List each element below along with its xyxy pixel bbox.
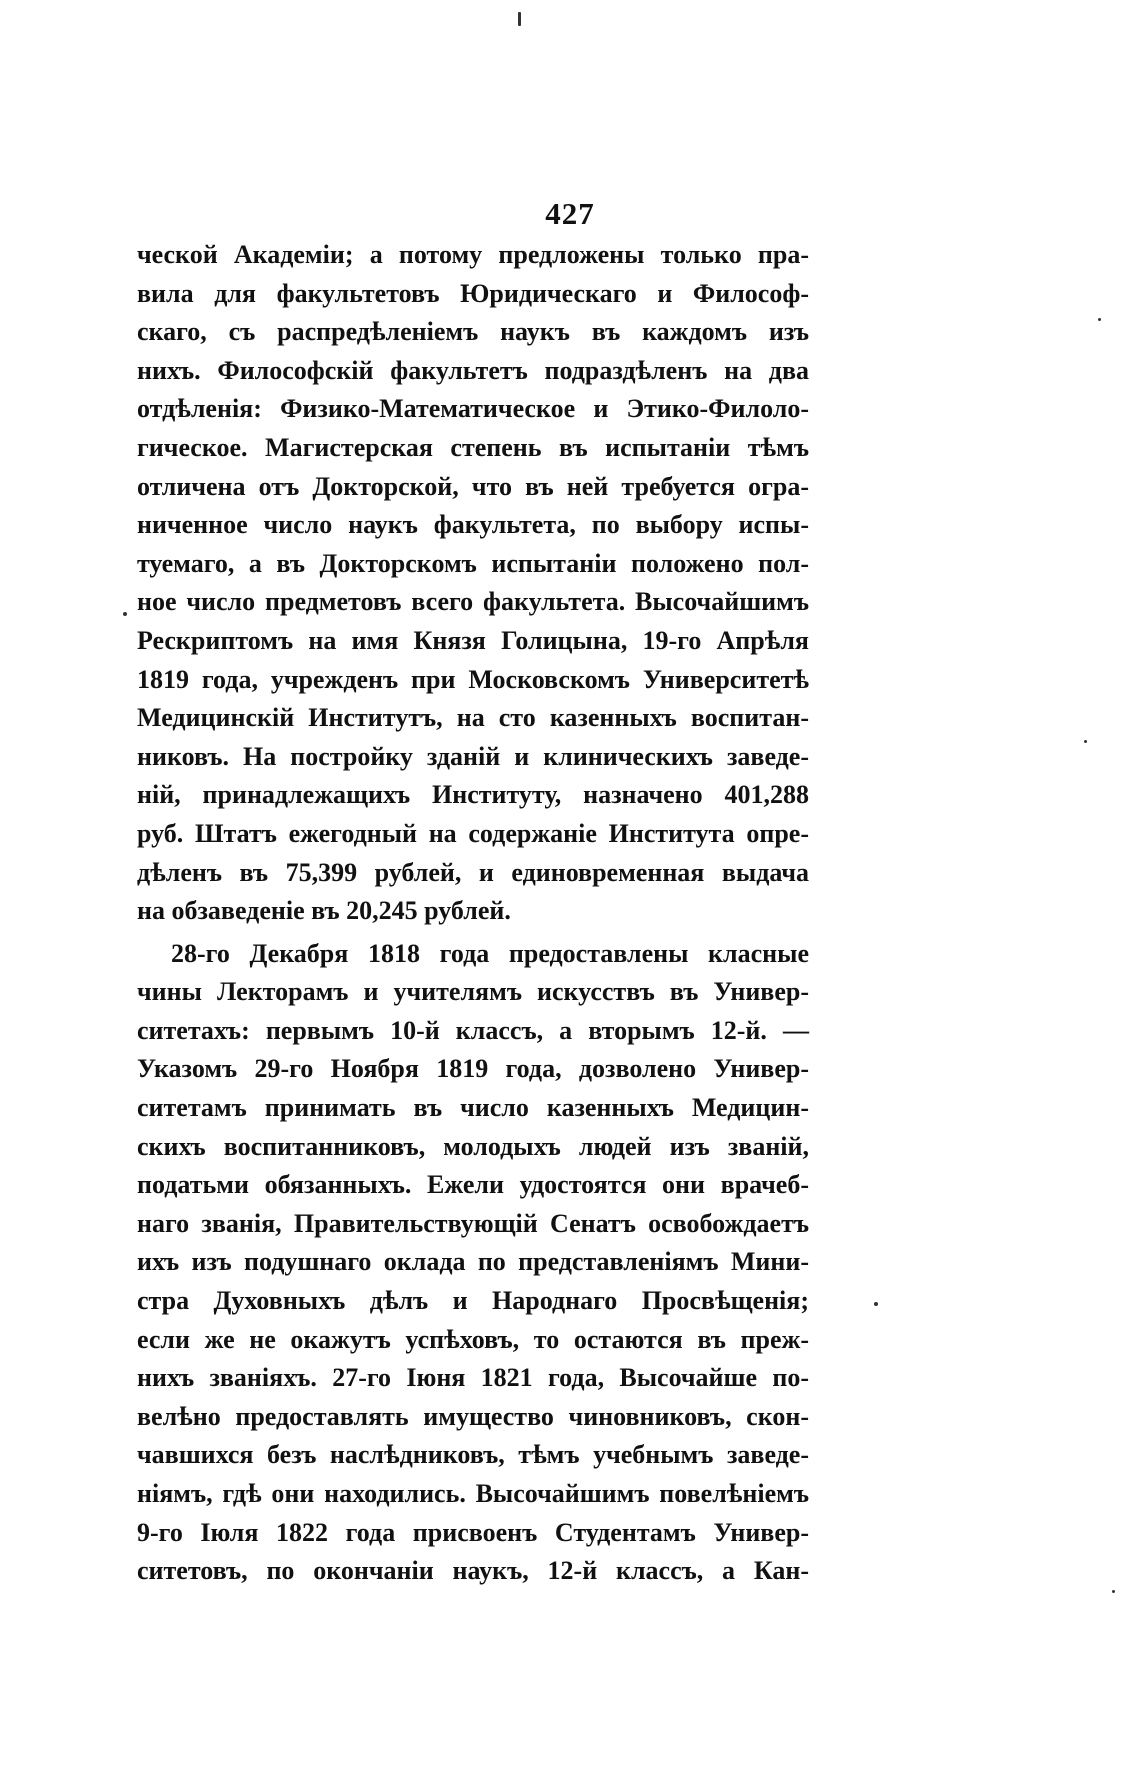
text-line: Рескриптомъ на имя Князя Голицына, 19-го Апрѣля	[137, 625, 809, 655]
paragraph-1	[137, 236, 809, 931]
paragraph-2	[137, 935, 809, 1591]
text-line: Медицинскій Институтъ, на сто казенныхъ воспитан-	[137, 703, 809, 733]
text-line: нихъ званіяхъ. 27-го Іюня 1821 года, Высочайше по-	[137, 1363, 809, 1393]
text-line: ніямъ, гдѣ они находились. Высочайшимъ повелѣніемъ	[137, 1479, 809, 1508]
scan-speck	[1084, 740, 1087, 743]
text-line: скихъ воспитанниковъ, молодыхъ людей изъ званій,	[137, 1131, 809, 1161]
scan-speck	[874, 1302, 878, 1306]
scan-speck	[1112, 1590, 1115, 1593]
scan-speck	[1098, 318, 1101, 321]
text-line: чины Лекторамъ и учителямъ искусствъ въ Универ-	[137, 977, 809, 1007]
text-line: руб. Штатъ ежегодный на содержаніе Института опре-	[137, 818, 809, 848]
text-line: ситетахъ: первымъ 10-й классъ, а вторымъ 12-й. —	[137, 1015, 809, 1045]
text-line: стра Духовныхъ дѣлъ и Народнаго Просвѣщенія;	[137, 1286, 809, 1316]
text-line: чавшихся безъ наслѣдниковъ, тѣмъ учебнымъ заведе-	[137, 1440, 809, 1470]
text-line: ситетовъ, по окончаніи наукъ, 12-й классъ, а Кан-	[137, 1556, 809, 1586]
text-line: 28-го Декабря 1818 года предоставлены класные	[171, 938, 809, 968]
text-line: ихъ изъ подушнаго оклада по представленіямъ Мини-	[137, 1247, 809, 1277]
text-line: дѣленъ въ 75,399 рублей, и единовременная выдача	[137, 857, 809, 887]
text-line: отдѣленія: Физико-Математическое и Этико-Филоло-	[137, 394, 809, 424]
text-line: Указомъ 29-го Ноября 1819 года, дозволено Универ-	[137, 1054, 809, 1084]
text-line: туемаго, а въ Докторскомъ испытаніи положено пол-	[137, 548, 809, 578]
text-line: скаго, съ распредѣленіемъ наукъ въ каждомъ изъ	[137, 317, 809, 347]
text-line: ній, принадлежащихъ Институту, назначено 401,288	[137, 780, 809, 810]
text-line: ниченное число наукъ факультета, по выбору испы-	[137, 510, 809, 540]
text-line: ситетамъ принимать въ число казенныхъ Медицин-	[137, 1093, 809, 1123]
page-number: 427	[545, 196, 595, 231]
scan-speck	[518, 12, 521, 26]
text-line: гическое. Магистерская степень въ испытаніи тѣмъ	[137, 432, 809, 462]
text-line: если же не окажутъ успѣховъ, то остаются въ преж-	[137, 1324, 809, 1354]
text-line: ческой Академіи; а потому предложены только пра-	[137, 240, 809, 269]
text-line: наго званія, Правительствующій Сенатъ освобождаетъ	[137, 1208, 809, 1238]
text-line: ное число предметовъ всего факультета. Высочайшимъ	[137, 587, 809, 617]
body-text	[137, 236, 809, 1591]
text-line: нихъ. Философскій факультетъ подраздѣленъ на два	[137, 355, 809, 385]
text-line: отличена отъ Докторской, что въ ней требуется огра-	[137, 471, 809, 501]
text-line: 9-го Іюля 1822 года присвоенъ Студентамъ Универ-	[137, 1517, 809, 1547]
text-line: 1819 года, учрежденъ при Московскомъ Университетѣ	[137, 664, 809, 694]
scan-speck	[123, 612, 127, 616]
text-line: на обзаведеніе въ 20,245 рублей.	[137, 896, 511, 926]
text-line: никовъ. На постройку зданій и клиническихъ заведе-	[137, 741, 809, 771]
text-line: велѣно предоставлять имущество чиновниковъ, скон-	[137, 1401, 809, 1431]
text-line: податьми обязанныхъ. Ежели удостоятся они врачеб-	[137, 1170, 809, 1200]
text-line: вила для факультетовъ Юридическаго и Философ-	[137, 278, 809, 308]
